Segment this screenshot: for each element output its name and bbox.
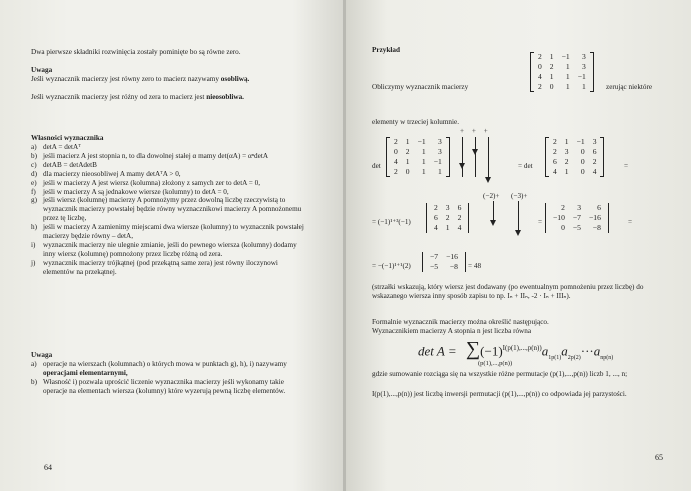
formula-lhs: det A = xyxy=(418,343,457,359)
prop-item: i) wyznacznik macierzy nie ulegnie zmianie, jeśli do pewnego wiersza (kolumny) dodamy inny wiersz (kolumnę) pomnożony przez liczbę różną od zera. xyxy=(31,240,297,258)
matrix-a: 2 1 −1 3 0 2 1 3 4 1 1 −1 2 0 1 1 xyxy=(530,52,594,92)
uwaga-2-list xyxy=(31,360,305,396)
formula-term: (−1) xyxy=(480,343,503,359)
prop-item: e) jeśli w macierzy A jest wiersz (kolumna) złożony z samych zer to detA = 0, xyxy=(31,178,261,187)
right-page xyxy=(346,0,691,491)
formula-exponent: I(p(1),...,p(n)) xyxy=(502,344,542,352)
minor-3x3-b: 2 3 6 −10 −7 −16 0 −5 −8 xyxy=(545,203,609,233)
arrow-head-icon xyxy=(485,177,491,183)
page-number-right: 65 xyxy=(655,453,663,462)
det-matrix-a: 2 1 −1 3 0 2 1 3 4 1 1 −1 2 0 1 1 xyxy=(386,137,450,177)
det-matrix-b: 2 1 −1 3 2 3 0 6 6 2 0 2 4 1 0 4 xyxy=(545,137,604,177)
uwaga-2-item-a: a) operacje na wierszach (kolumnach) o których mowa w punktach g), h), i) nazywamy operacjami elementarnymi, xyxy=(31,360,287,377)
det-label: det xyxy=(372,162,381,170)
expand-1: = (−1)¹⁺³(−1) xyxy=(372,218,411,226)
uwaga-heading-2: Uwaga xyxy=(31,351,53,359)
formula-under: (p(1),...,p(n)) xyxy=(478,360,513,367)
arrow-line xyxy=(462,137,463,177)
formula-a: a xyxy=(541,343,549,359)
eq-sign-3: = xyxy=(628,218,633,226)
prop-item: g) jeśli wiersz (kolumnę) macierzy A pomnożymy przez dowolną liczbę rzeczywistą to wyznacznik macierzy powstałej będzie równy wyznacznikowi macierzy A pomnożonemu przez tę liczbę, xyxy=(31,196,302,223)
zerujac-text: zerując niektóre xyxy=(606,83,653,91)
arrow-head-icon xyxy=(490,220,496,226)
arrow-head-icon xyxy=(459,163,465,169)
prop-item: f) jeśli w macierzy A są jednakowe wiersze (kolumny) to detA = 0, xyxy=(31,187,229,196)
props-heading: Własności wyznacznika xyxy=(31,134,104,142)
eq-sign-2: = xyxy=(538,218,543,226)
uwaga-2-item-b: b) Własność i) pozwala uprościć liczenie wyznacznika macierzy jeśli wykonamy takie operacje na elementach wiersza (kolumny) które wyzerują pewną liczbę elementów. xyxy=(31,377,286,395)
uwaga-heading-1: Uwaga xyxy=(31,66,53,74)
elementy-text: elementy w trzeciej kolumnie. xyxy=(372,118,460,126)
minor-3x3: 2 3 6 6 2 2 4 1 4 xyxy=(426,203,469,233)
inwersji-text: I(p(1),...,p(n)) jest liczbą inwersji permutacji (p(1),...,p(n)) co odpowiada jej parzystości. xyxy=(372,390,627,398)
eq-sign: = xyxy=(624,162,629,170)
gdzie-text: gdzie sumowanie rozciąga się na wszystkie różne permutacje (p(1),...,p(n)) liczb 1, ..., n; xyxy=(372,370,628,378)
plus-signs: + + + xyxy=(460,127,491,135)
arrow-line xyxy=(475,137,476,177)
uwaga-1-line-2 xyxy=(31,93,305,102)
op-label-2: (−3)+ xyxy=(511,192,528,200)
intro-text: Dwa pierwsze składniki rozwinięcia zostały pominięte bo są równe zero. xyxy=(31,48,241,56)
obliczymy-text: Obliczymy wyznacznik macierzy xyxy=(372,83,469,91)
page-number-left: 64 xyxy=(44,463,52,472)
eq-det: = det xyxy=(518,162,533,170)
minor-2x2: −7 −16 −5 −8 xyxy=(422,252,466,272)
arrow-line xyxy=(518,201,519,233)
example-heading: Przykład xyxy=(372,46,400,54)
term-osobliwa: osobliwą. xyxy=(220,75,250,83)
expand-2: = −(−1)¹⁺¹(2) xyxy=(372,262,411,270)
uwaga-1-text-b: Jeśli wyznacznik macierzy jest różny od zera to macierz jest xyxy=(31,93,207,101)
left-page xyxy=(0,0,344,491)
prop-item: a) detA = detAᵀ xyxy=(31,143,81,151)
props-list xyxy=(31,143,305,277)
term-nieosobliwa: nieosobliwa. xyxy=(206,93,244,101)
uwaga-1-line-1 xyxy=(31,75,305,84)
prop-item: d) dla macierzy nieosobliwej A mamy detAᵀA > 0, xyxy=(31,169,181,178)
sum-icon: ∑ xyxy=(465,338,481,361)
prop-item: b) jeśli macierz A jest stopnia n, to dla dowolnej stałej α mamy det(αA) = αⁿdetA xyxy=(31,151,269,160)
formal-text-1: Formalnie wyznacznik macierzy można określić następująco. xyxy=(372,318,549,326)
arrow-head-icon xyxy=(472,149,478,155)
arrow-line xyxy=(488,137,489,177)
formal-text-2: Wyznacznikiem macierzy A stopnia n jest liczba równa xyxy=(372,327,532,335)
result: = 48 xyxy=(468,262,482,270)
formula: $\det A = \sum(-1)^{I(p(1),...,p(n))}a_{1p(1)}a_{2p(2)}\cdot\cdot\cdot a_{np(n)}$ xyxy=(418,338,614,361)
prop-item: j) wyznacznik macierzy trójkątnej (pod przekątną same zera) jest równy iloczynowi elementów na przekątnej. xyxy=(31,258,278,276)
prop-item: h) jeśli w macierzy A zamienimy miejscami dwa wiersze (kolumny) to wyznacznik powstałej macierzy będzie równy – detA, xyxy=(31,223,304,241)
uwaga-1-text-a: Jeśli wyznacznik macierzy jest równy zero to macierz nazywamy xyxy=(31,75,221,83)
op-label-1: (−2)+ xyxy=(483,192,500,200)
arrows-note: (strzałki wskazują, który wiersz jest dodawany (po ewentualnym pomnożeniu przez liczbę) do wskazanego wiersza inny sposób zapisu to np. Iₙ + IIₙ, -2 · Iₙ + IIIₙ). xyxy=(372,283,644,300)
prop-item: c) detAB = detAdetB xyxy=(31,160,97,169)
arrow-head-icon xyxy=(515,230,521,236)
